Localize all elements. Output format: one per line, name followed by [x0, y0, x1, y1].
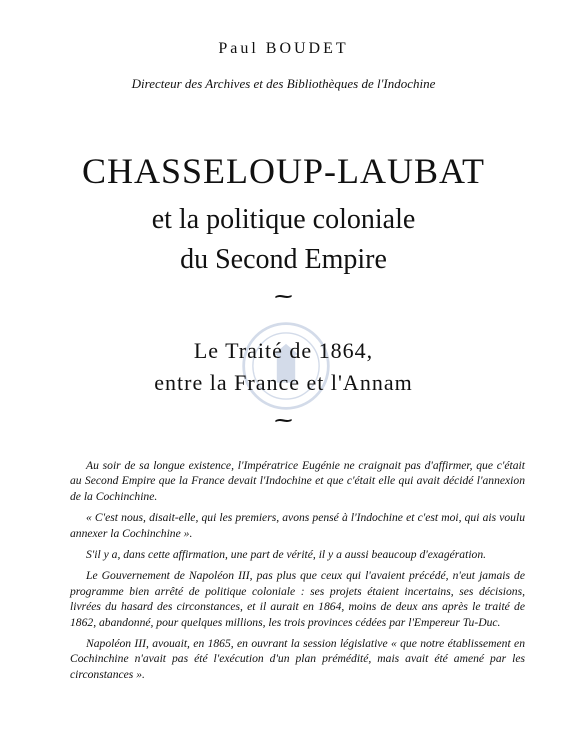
- ornament-bottom: ⁓: [274, 410, 293, 431]
- paragraph-1: Au soir de sa longue existence, l'Impératrice Eugénie ne craignait pas d'affirmer, que c'était au Second Empire que la France devait l'Indochine et que c'était elle qui avait décidé l'annexion de la Cochinchine.: [70, 459, 525, 503]
- ornament-top: ⁓: [274, 286, 293, 307]
- paragraph-2: « C'est nous, disait-elle, qui les premiers, avons pensé à l'Indochine et c'est moi, qui ais voulu annexer la Cochinchine ».: [70, 511, 525, 540]
- title-line-3: du Second Empire: [180, 244, 387, 275]
- library-stamp-watermark: [240, 320, 332, 412]
- paragraph-3: S'il y a, dans cette affirmation, une part de vérité, il y a aussi beaucoup d'exagération.: [86, 548, 487, 562]
- subtitle-line-1: Le Traité de 1864,: [193, 338, 374, 363]
- title-line-2: et la politique coloniale: [151, 204, 416, 235]
- author-role: Directeur des Archives et des Bibliothèques de l'Indochine: [131, 76, 436, 91]
- paragraph-4: Le Gouvernement de Napoléon III, pas plus que ceux qui l'avaient précédé, n'eut jamais de programme bien arrêté de politique coloniale : ses projets étaient incertains, ses décisions, livrées du hasard des circonstances, et il aurait en 1864, moins de deux ans après le traité de 1862, abandonné, pour quelques millions, les trois provinces cédées par l'Empereur Tu-Duc.: [70, 569, 525, 629]
- main-title: CHASSELOUP-LAUBAT: [81, 151, 486, 191]
- author-name: Paul BOUDET: [218, 40, 349, 57]
- paragraph-5: Napoléon III, avouait, en 1865, en ouvrant la session législative « que notre établissement en Cochinchine n'avait pas été l'exécution d'un plan prémédité, mais avait été amené par les circonstances ».: [70, 637, 525, 681]
- subtitle-line-2: entre la France et l'Annam: [154, 370, 413, 395]
- body-text: [70, 458, 525, 688]
